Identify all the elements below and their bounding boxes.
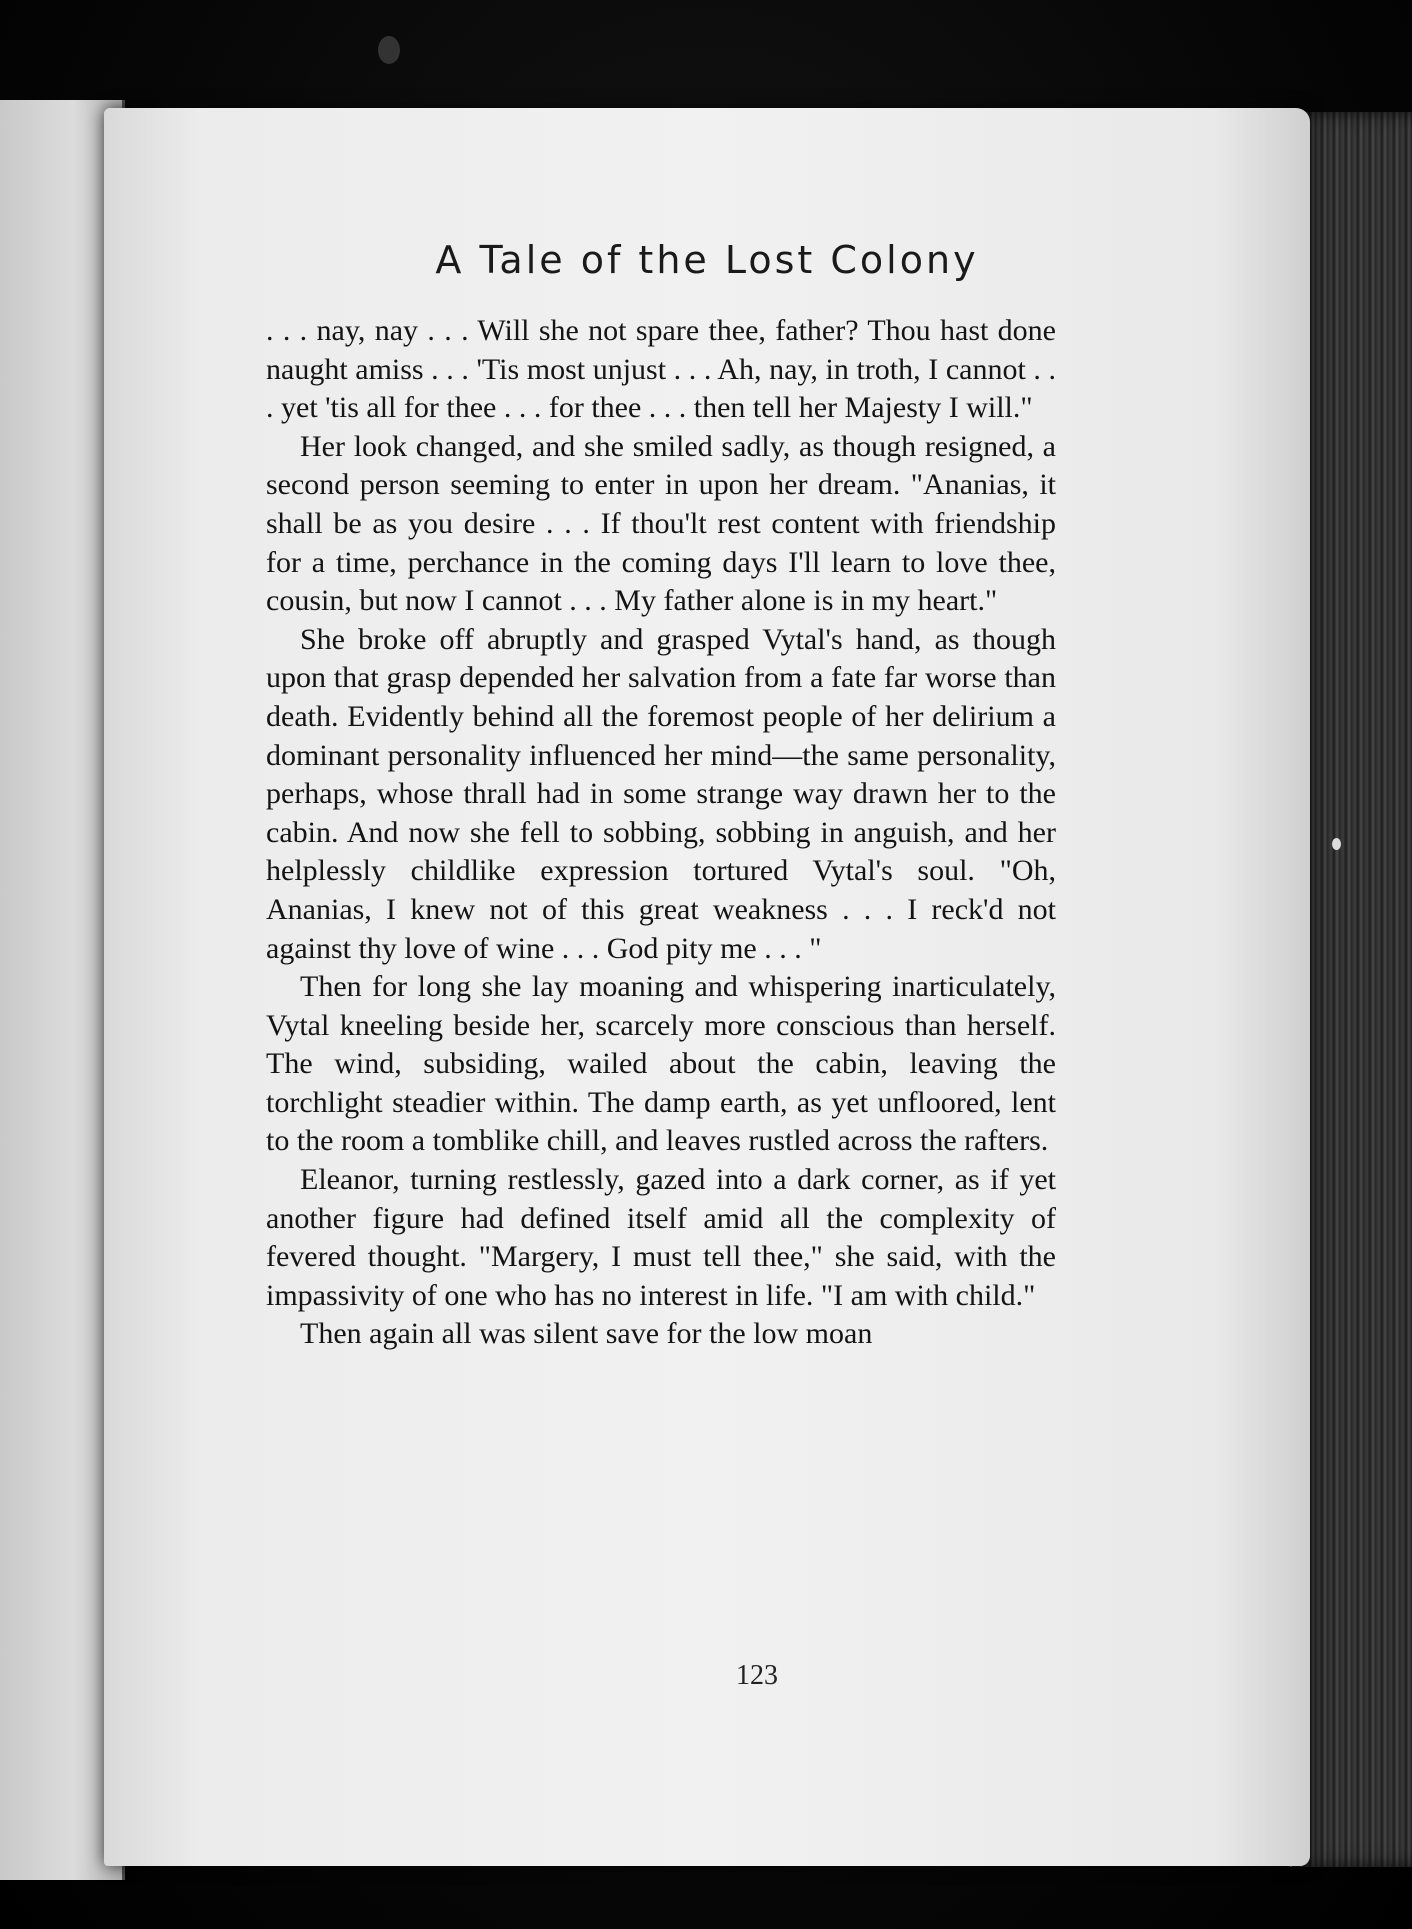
page-number: 123: [736, 1660, 778, 1691]
running-head: A Tale of the Lost Colony: [435, 238, 979, 282]
paragraph-5: Eleanor, turning restlessly, gazed into a dark corner, as if yet another figure had defined itself amid all the complexity of fevered thought. "Margery, I must tell thee," she said, with the impassivity of one who has no interest in life. "I am with child.": [266, 1163, 1056, 1312]
dust-speck: [1332, 838, 1341, 850]
paragraph-1: . . . nay, nay . . . Will she not spare thee, father? Thou hast done naught amiss . . . 'Tis most unjust . . . Ah, nay, in troth, I cannot . . . yet 'tis all for thee . . . for thee . . . then tell her Majesty I will.": [266, 314, 1056, 425]
body-text: [266, 312, 1056, 1354]
dust-speck: [378, 36, 400, 64]
paragraph-2: Her look changed, and she smiled sadly, as though resigned, a second person seeming to enter in upon her dream. "Ananias, it shall be as you desire . . . If thou'lt rest content with friendship for a time, perchance in the coming days I'll learn to love thee, cousin, but now I cannot . . . My father alone is in my heart.": [266, 429, 1056, 618]
paragraph-3: She broke off abruptly and grasped Vytal's hand, as though upon that grasp depended her salvation from a fate far worse than death. Evidently behind all the foremost people of her delirium a dominant personality influenced her mind—the same personality, perhaps, whose thrall had in some strange way drawn her to the cabin. And now she fell to sobbing, sobbing in anguish, and her helplessly childlike expression tortured Vytal's soul. "Oh, Ananias, I knew not of this great weakness . . . I reck'd not against thy love of wine . . . God pity me . . . ": [266, 622, 1056, 965]
paragraph-4: Then for long she lay moaning and whispering inarticulately, Vytal kneeling beside her, scarcely more conscious than herself. The wind, subsiding, wailed about the cabin, leaving the torchlight steadier within. The damp earth, as yet unfloored, lent to the room a tomblike chill, and leaves rustled across the rafters.: [266, 970, 1056, 1158]
paragraph-6: Then again all was silent save for the low moan: [300, 1317, 873, 1351]
